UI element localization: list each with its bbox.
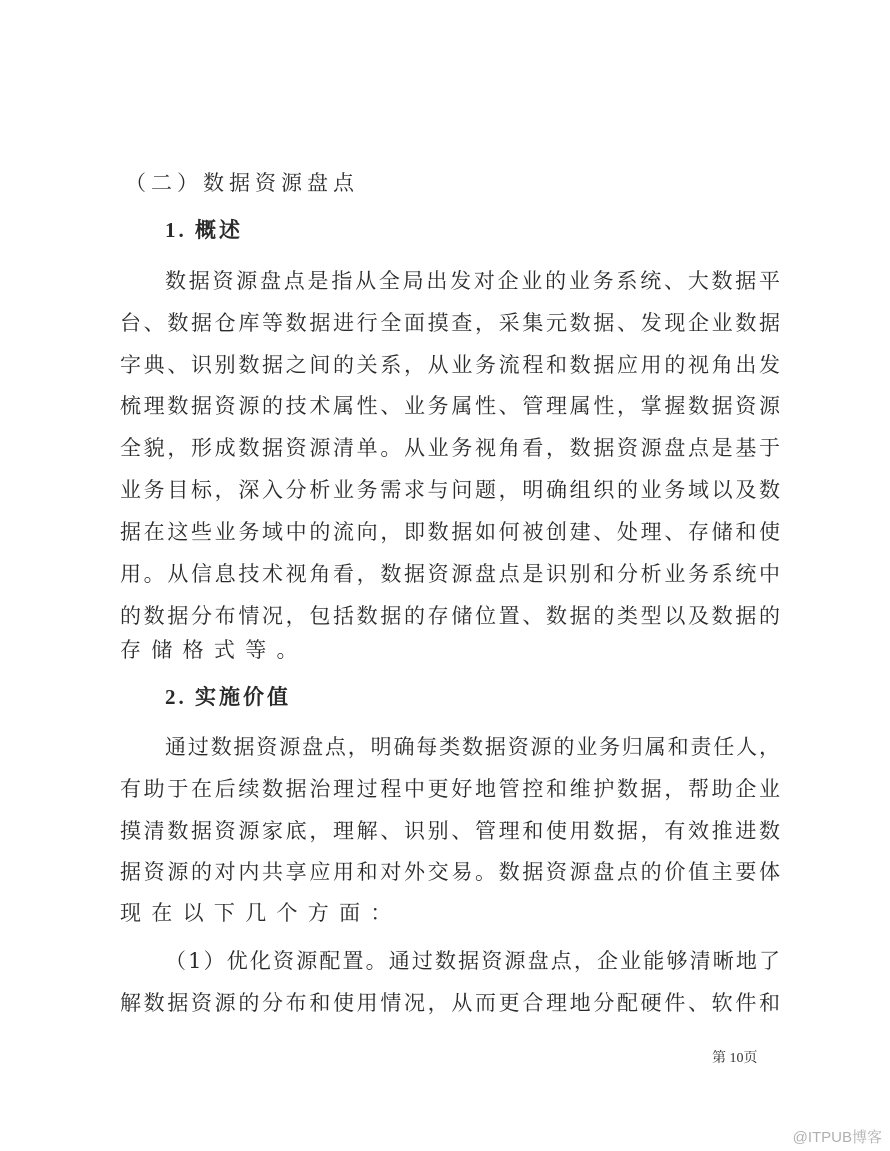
overview-line: 数据资源盘点是指从全局出发对企业的业务系统、大数据平 xyxy=(165,269,780,293)
value-line: 摸清数据资源家底，理解、识别、管理和使用数据，有效推进数 xyxy=(120,819,780,843)
overview-line: 字典、识别数据之间的关系，从业务流程和数据应用的视角出发 xyxy=(120,353,780,377)
overview-line: 业务目标，深入分析业务需求与问题，明确组织的业务域以及数 xyxy=(120,478,780,502)
overview-line: 存储格式等。 xyxy=(120,638,308,662)
section-title: （二）数据资源盘点 xyxy=(125,171,359,195)
watermark: @ITPUB博客 xyxy=(792,1129,882,1146)
overview-line: 用。从信息技术视角看，数据资源盘点是识别和分析业务系统中 xyxy=(120,562,780,586)
value-line: 通过数据资源盘点，明确每类数据资源的业务归属和责任人， xyxy=(165,735,780,759)
value-item-line: （1）优化资源配置。通过数据资源盘点，企业能够清晰地了 xyxy=(165,949,780,973)
overview-line: 全貌，形成数据资源清单。从业务视角看，数据资源盘点是基于 xyxy=(120,436,780,460)
value-line: 现在以下几个方面： xyxy=(120,901,402,925)
overview-heading: 1. 概述 xyxy=(165,218,243,242)
overview-line: 据在这些业务域中的流向，即数据如何被创建、处理、存储和使 xyxy=(120,520,780,544)
page-number: 第 10页 xyxy=(712,1051,758,1066)
overview-line: 台、数据仓库等数据进行全面摸查，采集元数据、发现企业数据 xyxy=(120,311,780,335)
value-heading: 2. 实施价值 xyxy=(165,685,291,709)
overview-line: 梳理数据资源的技术属性、业务属性、管理属性，掌握数据资源 xyxy=(120,394,780,418)
value-item-line: 解数据资源的分布和使用情况，从而更合理地分配硬件、软件和 xyxy=(120,991,780,1015)
value-line: 据资源的对内共享应用和对外交易。数据资源盘点的价值主要体 xyxy=(120,860,780,884)
overview-line: 的数据分布情况，包括数据的存储位置、数据的类型以及数据的 xyxy=(120,604,780,628)
value-line: 有助于在后续数据治理过程中更好地管控和维护数据，帮助企业 xyxy=(120,777,780,801)
